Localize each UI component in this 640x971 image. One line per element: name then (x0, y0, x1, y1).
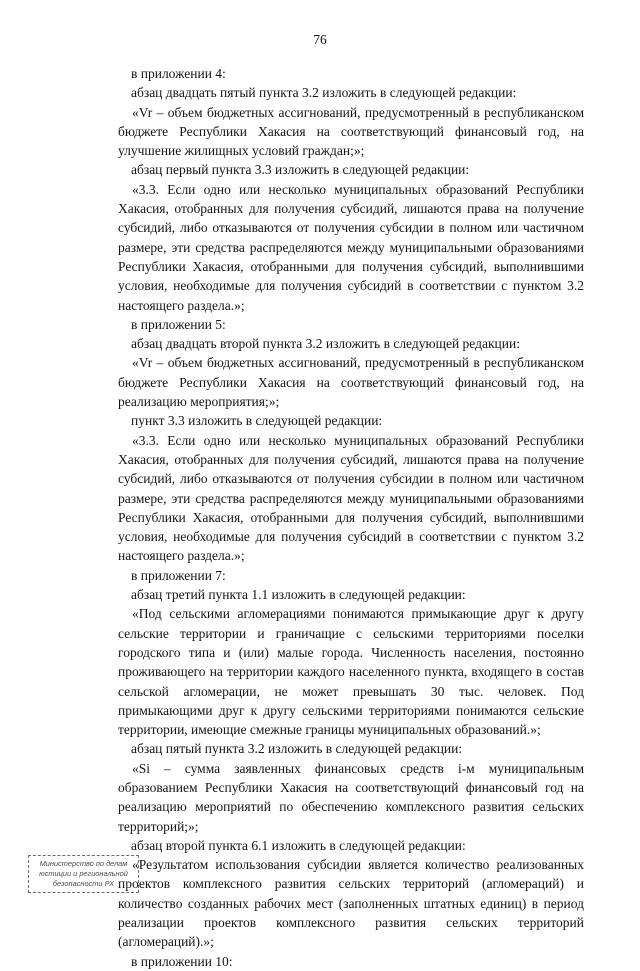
stamp-line: Министерство по делам (39, 859, 128, 868)
ministry-stamp (28, 855, 139, 893)
paragraph: в приложении 5: (131, 316, 226, 332)
paragraph: в приложении 7: (131, 567, 226, 583)
document-body (118, 64, 584, 971)
paragraph: абзац двадцать второй пункта 3.2 изложить в следующей редакции: (131, 336, 520, 352)
paragraph: в приложении 10: (131, 953, 233, 969)
paragraph: «Vr – объем бюджетных ассигнований, предусмотренный в республиканском бюджете Республики Хакасия на соответствующий финансовый год, на улучшение жилищных условий граждан;»; (118, 104, 584, 159)
paragraph: абзац пятый пункта 3.2 изложить в следующей редакции: (131, 741, 463, 757)
paragraph: в приложении 4: (131, 66, 226, 81)
paragraph: «Результатом использования субсидии является количество реализованных проектов комплексного развития сельских территорий (агломераций) и количество созданных рабочих мест (заполненных штатных единиц) в период реализации проектов комплексного развития сельских территорий (агломераций).»; (118, 857, 584, 950)
paragraph: абзац двадцать пятый пункта 3.2 изложить в следующей редакции: (131, 85, 517, 101)
stamp-line: юстиции и региональной (39, 869, 128, 878)
paragraph: абзац третий пункта 1.1 изложить в следующей редакции: (131, 587, 466, 603)
paragraph: «Si – сумма заявленных финансовых средств i-м муниципальным образованием Республики Хакасия на соответствующий финансовый год на реализацию мероприятий по обеспечению комплексного развития сельских территорий;»; (118, 760, 584, 834)
paragraph: «3.3. Если одно или несколько муниципальных образований Республики Хакасия, отобранных для получения субсидий, лишаются права на получение субсидий, либо отказываются от получения субсидии в полном или частичном размере, эти средства распределяются между муниципальными образованиями Республики Хакасия, отобранными для получения субсидий, выполнившими условия, необходимые для получения субсидий в соответствии с пунктом 3.2 настоящего раздела.»; (118, 181, 584, 313)
paragraph: «3.3. Если одно или несколько муниципальных образований Республики Хакасия, отобранных для получения субсидий, лишаются права на получение субсидий, либо отказываются от получения субсидии в полном или частичном размере, эти средства распределяются между муниципальными образованиями Республики Хакасия, отобранными для получения субсидий, выполнившими условия, необходимые для получения субсидий в соответствии с пунктом 3.2 настоящего раздела.»; (118, 432, 584, 564)
paragraph: абзац первый пункта 3.3 изложить в следующей редакции: (131, 162, 470, 178)
page-number: 76 (313, 32, 327, 47)
paragraph: пункт 3.3 изложить в следующей редакции: (131, 413, 383, 429)
stamp-line: безопасности РХ (52, 879, 115, 888)
paragraph: «Под сельскими агломерациями понимаются примыкающие друг к другу сельские территории и граничащие с сельскими территориями поселки городского типа и (или) малые города. Численность населения, постоянно проживающего на территории каждого населенного пункта, входящего в состав сельской агломерации, не может превышать 30 тыс. человек. Под примыкающими друг к другу сельскими территориями понимаются сельские территории, имеющие смежные границы муниципальных образований.»; (118, 606, 584, 738)
paragraph: абзац второй пункта 6.1 изложить в следующей редакции: (131, 837, 466, 853)
paragraph: «Vr – объем бюджетных ассигнований, предусмотренный в республиканском бюджете Республики Хакасия на соответствующий финансовый год, на реализацию мероприятия;»; (118, 355, 584, 410)
